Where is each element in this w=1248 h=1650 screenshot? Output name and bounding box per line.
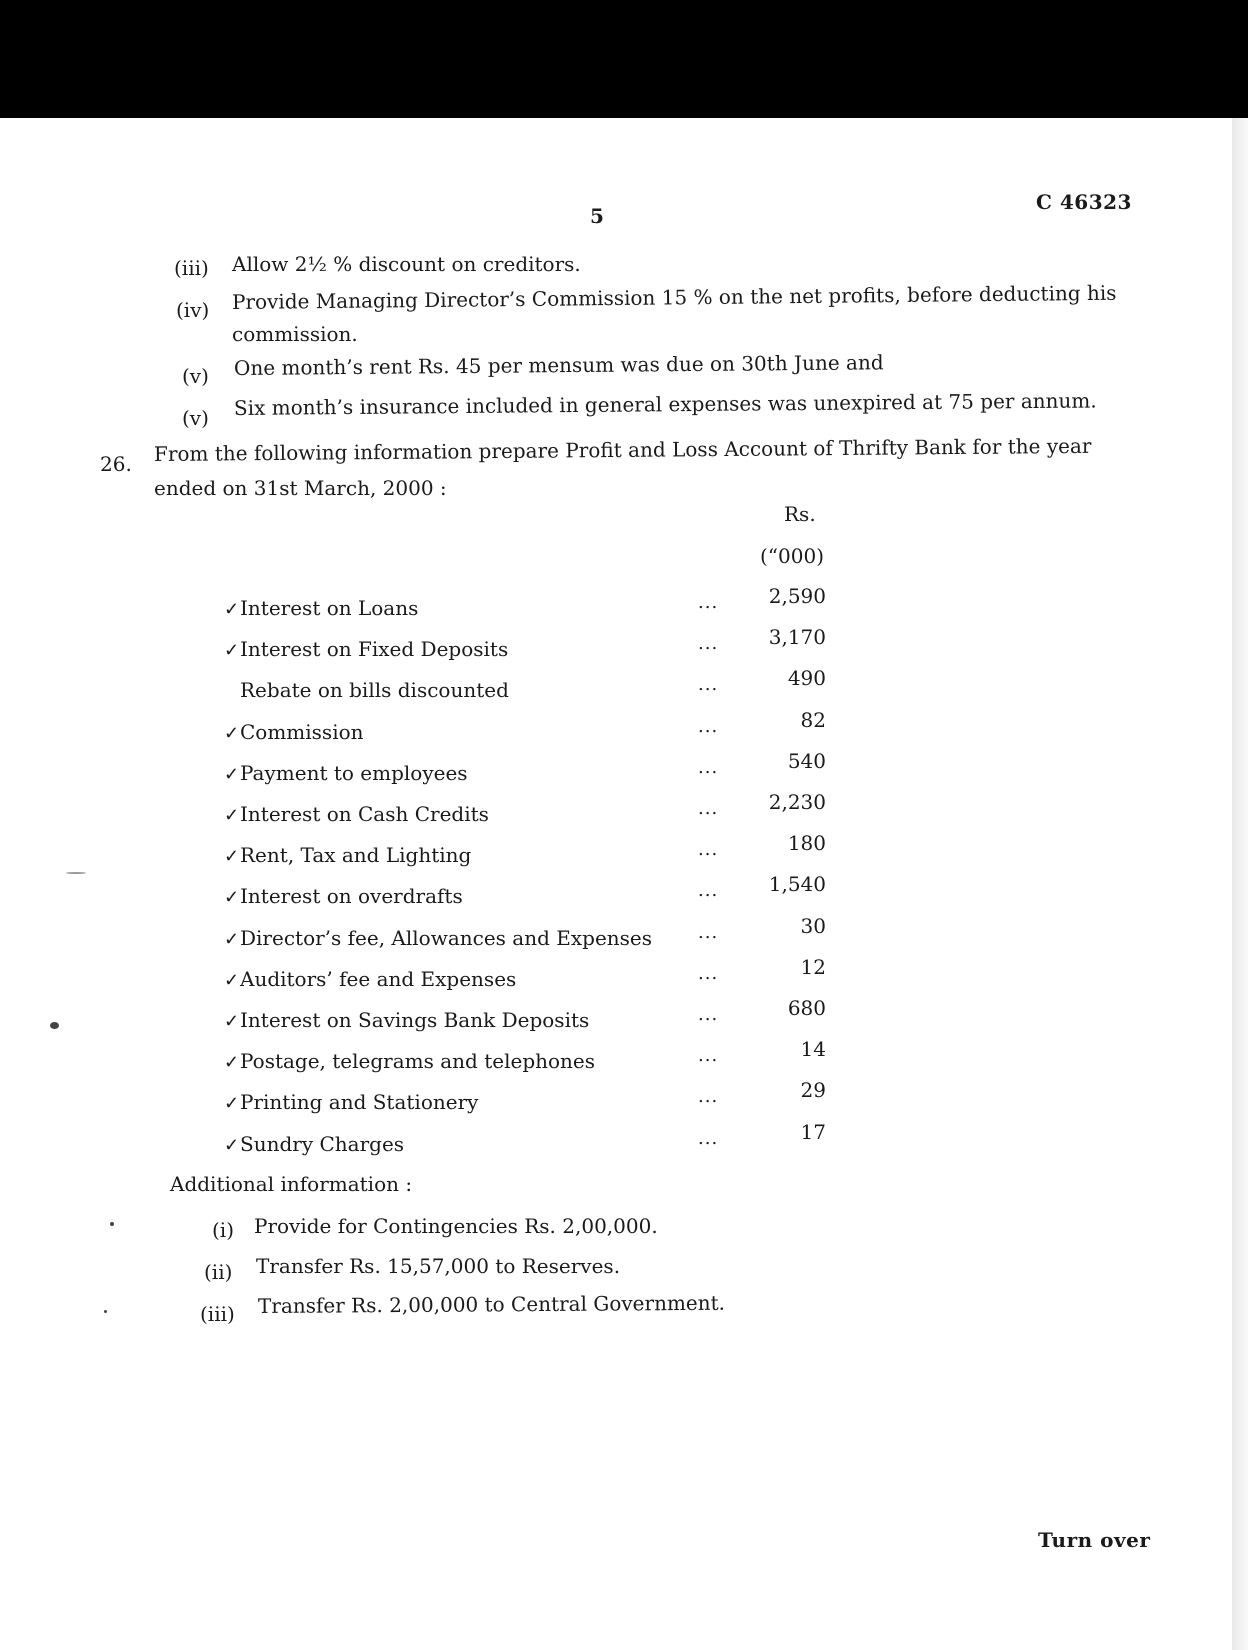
leader-dots: ... — [698, 674, 719, 695]
additional-item-number: (ii) — [204, 1260, 233, 1284]
question-number: 26. — [100, 452, 132, 476]
checkmark-icon: ✓ — [224, 640, 240, 661]
row-value: 2,230 — [768, 790, 826, 814]
scan-speck — [110, 1222, 114, 1226]
item-number: (v) — [182, 406, 209, 430]
row-value: 82 — [800, 708, 826, 732]
leader-dots: ... — [698, 922, 719, 943]
paper-code: C 46323 — [1036, 190, 1132, 214]
row-value: 540 — [787, 749, 826, 773]
leader-dots: ... — [698, 839, 719, 860]
row-label-text: Rent, Tax and Lighting — [240, 843, 472, 867]
leader-dots: ... — [698, 716, 719, 737]
checkmark-icon: ✓ — [224, 1135, 240, 1156]
leader-dots: ... — [698, 633, 719, 654]
leader-dots: ... — [698, 1004, 719, 1025]
row-label-text: Interest on Savings Bank Deposits — [240, 1008, 590, 1032]
row-label — [224, 802, 489, 826]
row-label-text: Sundry Charges — [240, 1132, 405, 1156]
row-value: 680 — [787, 996, 826, 1020]
additional-item-number: (i) — [212, 1218, 235, 1242]
row-label — [224, 1090, 478, 1114]
row-label-text: Printing and Stationery — [240, 1090, 479, 1114]
unit-heading: Rs. — [784, 502, 816, 526]
item-text: Allow 2½ % discount on creditors. — [232, 252, 581, 276]
row-value: 2,590 — [768, 584, 826, 608]
leader-dots: ... — [698, 798, 719, 819]
checkmark-icon: ✓ — [224, 887, 240, 908]
row-label — [240, 678, 509, 702]
row-label-text: Interest on Fixed Deposits — [240, 637, 509, 661]
row-value: 30 — [800, 914, 826, 938]
row-label-text: Commission — [240, 720, 364, 744]
checkmark-icon: ✓ — [224, 846, 240, 867]
row-value: 1,540 — [768, 872, 826, 896]
row-label — [224, 843, 471, 867]
scan-right-edge — [1232, 118, 1248, 1650]
checkmark-icon: ✓ — [224, 805, 240, 826]
row-label-text: Auditors’ fee and Expenses — [240, 967, 517, 991]
row-label — [224, 884, 463, 908]
row-label — [224, 596, 418, 620]
question-text-continued: ended on 31st March, 2000 : — [154, 476, 447, 500]
row-label-text: Payment to employees — [240, 761, 468, 785]
leader-dots: ... — [698, 963, 719, 984]
row-value: 180 — [787, 831, 826, 855]
checkmark-icon: ✓ — [224, 1052, 240, 1073]
item-text: One month’s rent Rs. 45 per mensum was due on 30th June and — [233, 350, 884, 380]
checkmark-icon: ✓ — [224, 970, 240, 991]
row-value: 17 — [800, 1120, 826, 1144]
question-text: From the following information prepare Profit and Loss Account of Thrifty Bank for the year — [153, 433, 1092, 466]
row-label-text: Postage, telegrams and telephones — [240, 1049, 596, 1073]
scan-speck — [104, 1310, 107, 1313]
item-number: (iv) — [176, 298, 210, 322]
row-label — [224, 720, 364, 744]
checkmark-icon: ✓ — [224, 723, 240, 744]
additional-item-text: Provide for Contingencies Rs. 2,00,000. — [254, 1214, 658, 1238]
row-value: 490 — [787, 666, 826, 690]
row-value: 12 — [800, 955, 826, 979]
page-number: 5 — [590, 204, 604, 228]
row-label-text: Interest on Loans — [240, 596, 419, 620]
checkmark-icon: ✓ — [224, 764, 240, 785]
row-label — [224, 1008, 589, 1032]
row-label-text: Interest on overdrafts — [240, 884, 463, 908]
leader-dots: ... — [698, 1128, 719, 1149]
scan-speck — [66, 872, 86, 874]
row-value: 3,170 — [768, 625, 826, 649]
additional-item-text: Transfer Rs. 15,57,000 to Reserves. — [256, 1254, 621, 1278]
item-number: (v) — [182, 364, 209, 388]
leader-dots: ... — [698, 592, 719, 613]
checkmark-icon: ✓ — [224, 1011, 240, 1032]
additional-item-text: Transfer Rs. 2,00,000 to Central Government. — [257, 1290, 726, 1318]
leader-dots: ... — [698, 1045, 719, 1066]
scan-speck — [50, 1022, 59, 1029]
row-label-text: Rebate on bills discounted — [240, 678, 509, 702]
item-text-continued: commission. — [232, 322, 358, 346]
item-text: Six month’s insurance included in general expenses was unexpired at 75 per annum. — [233, 388, 1097, 420]
leader-dots: ... — [698, 757, 719, 778]
item-text: Provide Managing Director’s Commission 15 % on the net profits, before deducting his — [231, 280, 1117, 314]
row-value: 29 — [800, 1078, 826, 1102]
row-label-text: Interest on Cash Credits — [240, 802, 489, 826]
row-label — [224, 926, 652, 950]
checkmark-icon: ✓ — [224, 599, 240, 620]
leader-dots: ... — [698, 1086, 719, 1107]
additional-item-number: (iii) — [200, 1302, 235, 1326]
row-label — [224, 967, 516, 991]
turn-over-note: Turn over — [1038, 1528, 1151, 1552]
checkmark-icon: ✓ — [224, 929, 240, 950]
row-label — [224, 1132, 404, 1156]
checkmark-icon: ✓ — [224, 1093, 240, 1114]
row-label — [224, 637, 508, 661]
row-label-text: Director’s fee, Allowances and Expenses — [240, 926, 653, 950]
row-value: 14 — [800, 1037, 826, 1061]
row-label — [224, 1049, 595, 1073]
row-label — [224, 761, 468, 785]
scan-top-border — [0, 0, 1248, 118]
leader-dots: ... — [698, 880, 719, 901]
additional-info-heading: Additional information : — [170, 1172, 413, 1196]
item-number: (iii) — [174, 256, 209, 280]
unit-subheading: (“000) — [760, 544, 825, 568]
